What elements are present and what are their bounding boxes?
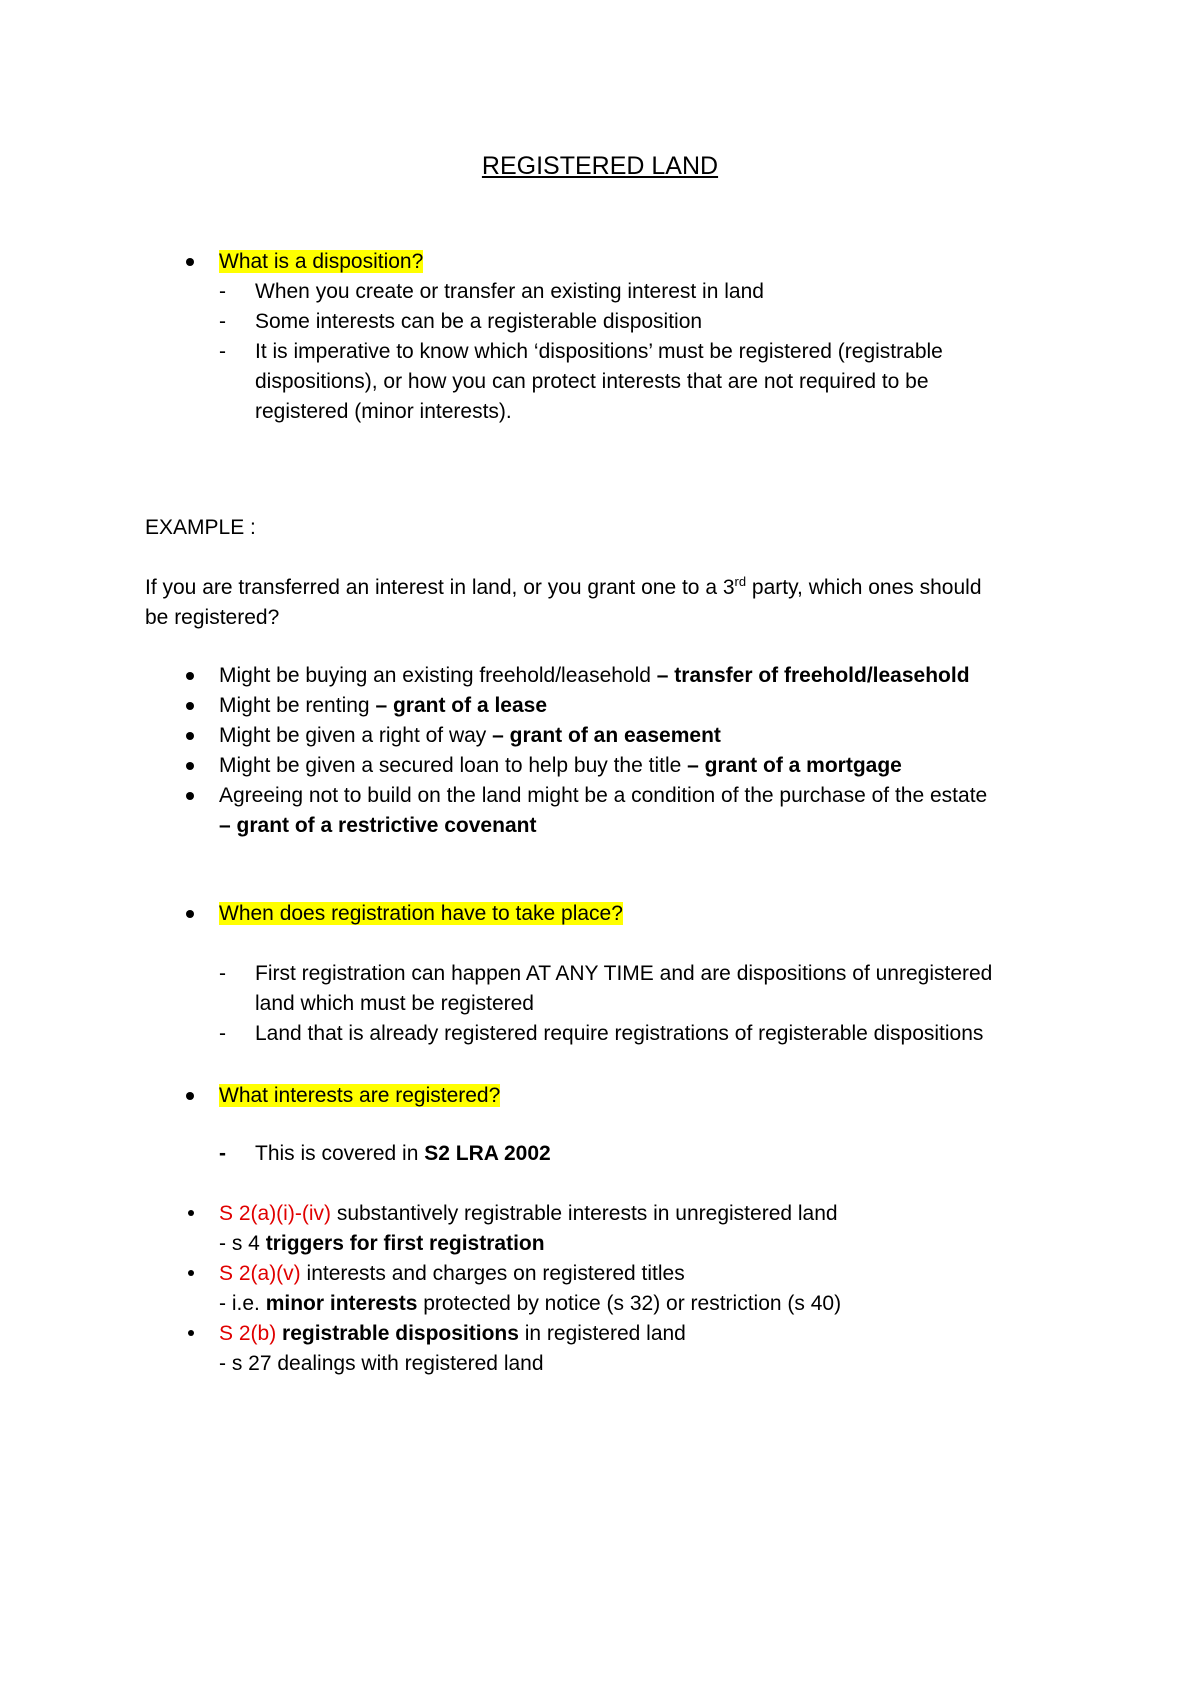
bullet-icon <box>188 1270 194 1276</box>
example-question-line2: be registered? <box>145 606 280 629</box>
statute-ref-item: S 2(a)(i)-(iv) substantively registrable interests in unregistered land <box>219 1202 838 1225</box>
section-heading-interests: What interests are registered? <box>219 1084 501 1107</box>
list-item-line: registered (minor interests). <box>255 400 512 423</box>
bullet-icon <box>186 792 194 800</box>
dash-icon: - <box>219 962 226 985</box>
bullet-icon <box>186 258 194 266</box>
list-item: Might be given a right of way – grant of an easement <box>219 724 721 747</box>
list-item-line: It is imperative to know which ‘dispositions’ must be registered (registrable <box>255 340 943 363</box>
list-item-line: First registration can happen AT ANY TIME and are dispositions of unregistered <box>255 962 993 985</box>
list-item: Land that is already registered require registrations of registerable dispositions <box>255 1022 984 1045</box>
bullet-icon <box>188 1210 194 1216</box>
list-item: When you create or transfer an existing interest in land <box>255 280 764 303</box>
statute-ref-sub: - s 27 dealings with registered land <box>219 1352 544 1375</box>
list-item: Some interests can be a registerable disposition <box>255 310 703 333</box>
list-item: This is covered in S2 LRA 2002 <box>255 1142 551 1165</box>
list-item: Might be buying an existing freehold/leasehold – transfer of freehold/leasehold <box>219 664 970 687</box>
bullet-icon <box>186 672 194 680</box>
section-heading-registration: When does registration have to take place? <box>219 902 623 925</box>
statute-ref-item: S 2(b) registrable dispositions in registered land <box>219 1322 686 1345</box>
dash-icon: - <box>219 340 226 363</box>
bullet-icon <box>188 1330 194 1336</box>
list-item: Might be renting – grant of a lease <box>219 694 548 717</box>
list-item: Might be given a secured loan to help buy the title – grant of a mortgage <box>219 754 902 777</box>
list-item-line: dispositions), or how you can protect interests that are not required to be <box>255 370 929 393</box>
dash-icon: - <box>219 280 226 303</box>
dash-icon: - <box>219 1142 226 1165</box>
bullet-icon <box>186 762 194 770</box>
example-question: If you are transferred an interest in land, or you grant one to a 3rd party, which ones should <box>145 574 982 599</box>
example-label: EXAMPLE : <box>145 516 256 539</box>
statute-ref-sub: - i.e. minor interests protected by notice (s 32) or restriction (s 40) <box>219 1292 842 1315</box>
dash-icon: - <box>219 310 226 333</box>
statute-ref-sub: - s 4 triggers for first registration <box>219 1232 545 1255</box>
bullet-icon <box>186 702 194 710</box>
list-item-line: – grant of a restrictive covenant <box>219 814 537 837</box>
page-title: REGISTERED LAND <box>481 152 719 180</box>
statute-ref-item: S 2(a)(v) interests and charges on registered titles <box>219 1262 685 1285</box>
list-item-line: land which must be registered <box>255 992 534 1015</box>
dash-icon: - <box>219 1022 226 1045</box>
bullet-icon <box>186 732 194 740</box>
section-heading-disposition: What is a disposition? <box>219 250 424 273</box>
bullet-icon <box>186 910 194 918</box>
bullet-icon <box>186 1092 194 1100</box>
list-item: Agreeing not to build on the land might be a condition of the purchase of the estate <box>219 784 988 807</box>
